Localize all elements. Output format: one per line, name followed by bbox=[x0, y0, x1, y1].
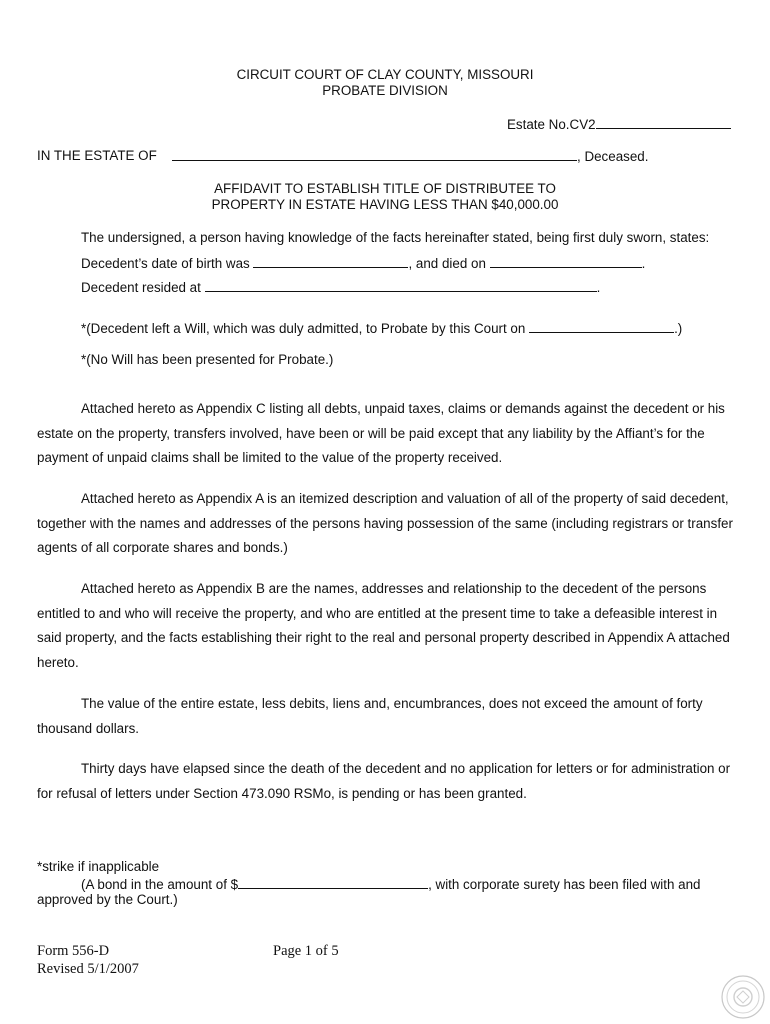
will-admitted-end: .) bbox=[674, 321, 683, 336]
estate-number-field[interactable] bbox=[596, 116, 731, 129]
court-name: CIRCUIT COURT OF CLAY COUNTY, MISSOURI bbox=[236, 67, 534, 82]
value-paragraph bbox=[37, 692, 737, 741]
estate-number-label: Estate No.CV2 bbox=[507, 117, 596, 132]
died-on-label: , and died on bbox=[408, 256, 486, 271]
no-will-text: *(No Will has been presented for Probate.) bbox=[81, 352, 334, 367]
appendix-b-text: Attached hereto as Appendix B are the names, addresses and relationship to the decedent of the persons entitled to and who will receive the property, and who are entitled at the present time to take a defeasible interest in said property, and the facts establishing their right to the real and personal property described in Appendix A attached hereto. bbox=[37, 581, 730, 670]
seal-watermark-icon bbox=[720, 974, 766, 1020]
affidavit-title-line2: PROPERTY IN ESTATE HAVING LESS THAN $40,000.00 bbox=[211, 197, 559, 212]
resided-at-label: Decedent resided at bbox=[81, 280, 201, 295]
thirty-days-paragraph bbox=[37, 757, 737, 806]
strike-note: *strike if inapplicable bbox=[37, 859, 160, 874]
decedent-name-field[interactable] bbox=[172, 148, 577, 161]
birth-date-label: Decedent’s date of birth was bbox=[81, 256, 250, 271]
bond-suffix: , with corporate surety has been filed with and bbox=[428, 877, 701, 892]
period: . bbox=[596, 280, 601, 295]
residence-line bbox=[81, 279, 600, 296]
revised-date: Revised 5/1/2007 bbox=[37, 961, 139, 977]
approved-text: approved by the Court.) bbox=[37, 892, 178, 907]
division-name: PROBATE DIVISION bbox=[322, 83, 448, 98]
deceased-suffix: , Deceased. bbox=[577, 149, 649, 164]
estate-number-line bbox=[507, 116, 731, 133]
decedent-name-line bbox=[172, 148, 648, 165]
will-admitted-text: *(Decedent left a Will, which was duly admitted, to Probate by this Court on bbox=[81, 321, 526, 336]
appendix-c-paragraph bbox=[37, 397, 737, 471]
page-number: Page 1 of 5 bbox=[273, 943, 339, 959]
thirty-days-text: Thirty days have elapsed since the death of the decedent and no application for letters or for administration or for refusal of letters under Section 473.090 RSMo, is pending or has been granted. bbox=[37, 761, 731, 801]
value-text: The value of the entire estate, less debits, liens and, encumbrances, does not exceed the amount of forty thousand dollars. bbox=[37, 696, 703, 736]
estate-of-label: IN THE ESTATE OF bbox=[37, 148, 157, 163]
bond-line bbox=[81, 876, 701, 893]
appendix-a-text: Attached hereto as Appendix A is an itemized description and valuation of all of the property of said decedent, together with the names and addresses of the persons having possession of the same (including registrars or transfer agents of all corporate shares and bonds.) bbox=[37, 491, 733, 556]
birth-date-field[interactable] bbox=[253, 255, 408, 268]
will-admitted-line bbox=[81, 320, 682, 337]
sworn-statement: The undersigned, a person having knowledge of the facts hereinafter stated, being first duly sworn, states: bbox=[81, 230, 710, 245]
will-date-field[interactable] bbox=[529, 320, 674, 333]
bond-amount-field[interactable] bbox=[238, 876, 428, 889]
period: . bbox=[641, 256, 646, 271]
form-number: Form 556-D bbox=[37, 943, 110, 959]
affidavit-title-line1: AFFIDAVIT TO ESTABLISH TITLE OF DISTRIBUTEE TO bbox=[214, 181, 556, 196]
appendix-b-paragraph bbox=[37, 577, 737, 675]
bond-prefix: (A bond in the amount of $ bbox=[81, 877, 239, 892]
birth-death-line bbox=[81, 255, 645, 272]
appendix-c-text: Attached hereto as Appendix C listing all debts, unpaid taxes, claims or demands against the decedent or his estate on the property, transfers involved, have been or will be paid except that any liability by the Affiant’s for the payment of unpaid claims shall be limited to the value of the property received. bbox=[37, 401, 725, 466]
death-date-field[interactable] bbox=[490, 255, 642, 268]
residence-field[interactable] bbox=[205, 279, 597, 292]
appendix-a-paragraph bbox=[37, 487, 737, 561]
